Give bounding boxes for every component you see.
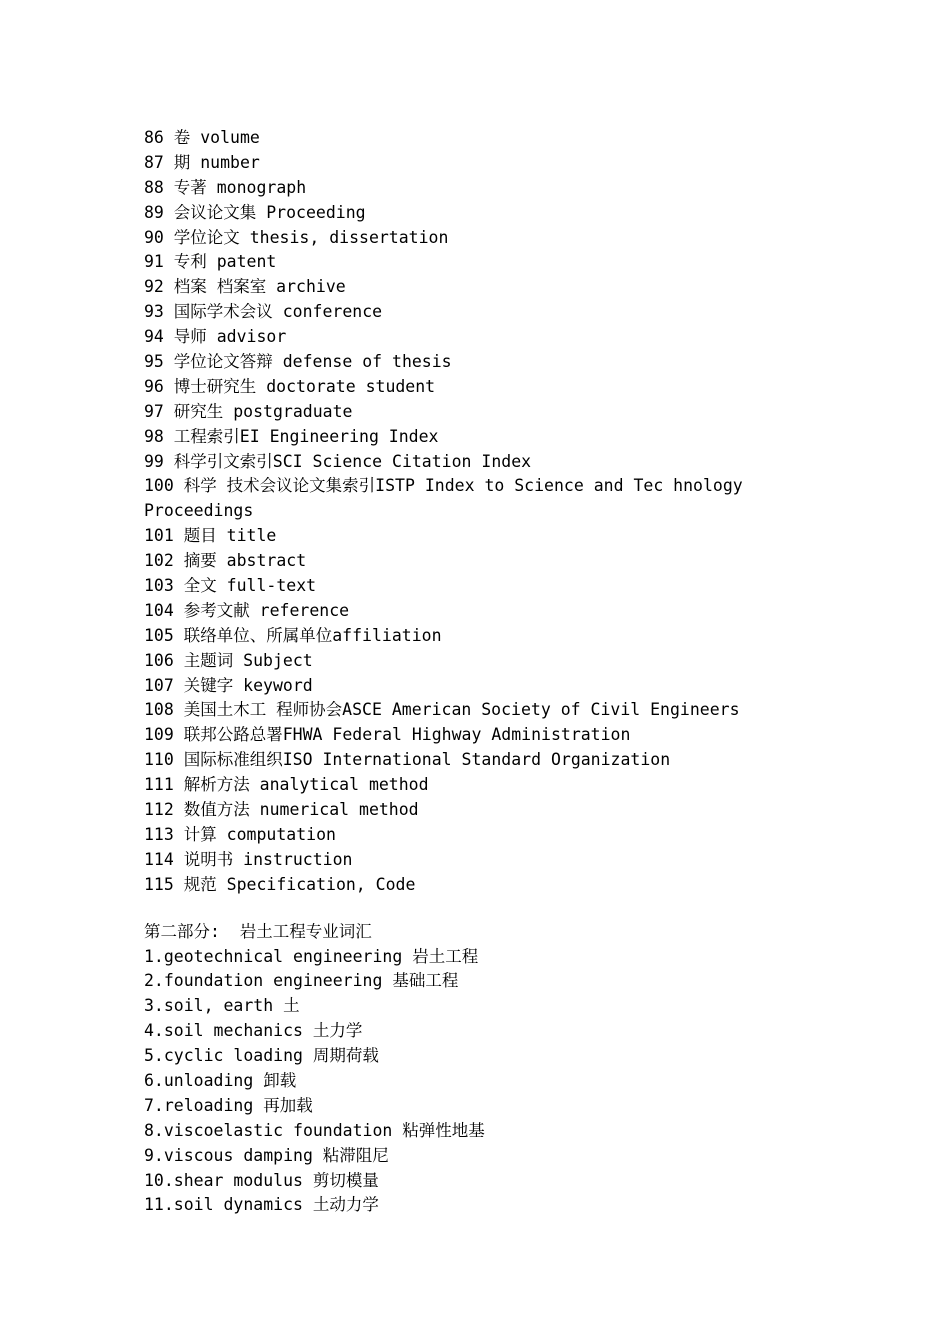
section-title: 第二部分: 岩土工程专业词汇 [144, 921, 372, 941]
glossary-line: 115 规范 Specification, Code [144, 874, 416, 894]
glossary-line: 93 国际学术会议 conference [144, 302, 383, 322]
document-page [144, 126, 844, 1218]
glossary-line: 95 学位论文答辩 defense of thesis [144, 352, 452, 372]
glossary-line: 107 关键字 keyword [144, 675, 313, 695]
glossary-line: 99 科学引文索引SCI Science Citation Index [144, 451, 532, 471]
glossary-line: 11.soil dynamics 土动力学 [144, 1195, 379, 1215]
glossary-line: 106 主题词 Subject [144, 650, 313, 670]
glossary-line: 110 国际标准组织ISO International Standard Organization [144, 750, 671, 770]
glossary-line: 108 美国土木工 程师协会ASCE American Society of Civil Engineers [144, 700, 740, 720]
glossary-line: 5.cyclic loading 周期荷载 [144, 1046, 379, 1066]
glossary-line: 86 卷 volume [144, 128, 260, 147]
glossary-line: 90 学位论文 thesis, dissertation [144, 227, 449, 247]
glossary-line: 104 参考文献 reference [144, 600, 350, 620]
glossary-line: 2.foundation engineering 基础工程 [144, 971, 459, 991]
glossary-part-2 [144, 920, 844, 1219]
glossary-line: 6.unloading 卸载 [144, 1070, 297, 1090]
section-spacer [144, 898, 844, 920]
glossary-line: 111 解析方法 analytical method [144, 775, 429, 795]
glossary-line: 109 联邦公路总署FHWA Federal Highway Administration [144, 725, 631, 745]
glossary-line: Proceedings [144, 501, 254, 521]
glossary-line: 7.reloading 再加载 [144, 1095, 313, 1115]
glossary-line: 4.soil mechanics 土力学 [144, 1021, 363, 1041]
glossary-line: 105 联络单位、所属单位affiliation [144, 625, 442, 645]
glossary-line: 103 全文 full-text [144, 576, 317, 596]
glossary-line: 91 专利 patent [144, 252, 277, 272]
glossary-part-1 [144, 126, 844, 898]
glossary-line: 10.shear modulus 剪切模量 [144, 1170, 379, 1190]
glossary-line: 9.viscous damping 粘滞阻尼 [144, 1145, 389, 1165]
glossary-line: 112 数值方法 numerical method [144, 800, 419, 820]
glossary-line: 1.geotechnical engineering 岩土工程 [144, 946, 479, 966]
glossary-line: 89 会议论文集 Proceeding [144, 202, 366, 222]
glossary-line: 92 档案 档案室 archive [144, 277, 346, 297]
glossary-line: 3.soil, earth 土 [144, 996, 300, 1016]
glossary-line: 113 计算 computation [144, 824, 336, 844]
glossary-line: 94 导师 advisor [144, 327, 287, 347]
glossary-line: 101 题目 title [144, 526, 277, 546]
glossary-line: 87 期 number [144, 152, 260, 172]
glossary-line: 97 研究生 postgraduate [144, 401, 353, 421]
glossary-line: 102 摘要 abstract [144, 551, 307, 571]
glossary-line: 8.viscoelastic foundation 粘弹性地基 [144, 1120, 485, 1140]
glossary-line: 98 工程索引EI Engineering Index [144, 426, 439, 446]
glossary-line: 114 说明书 instruction [144, 849, 353, 869]
glossary-line: 88 专著 monograph [144, 177, 307, 197]
glossary-line: 96 博士研究生 doctorate student [144, 376, 436, 396]
glossary-line: 100 科学 技术会议论文集索引ISTP Index to Science and Tec hnology [144, 476, 743, 496]
